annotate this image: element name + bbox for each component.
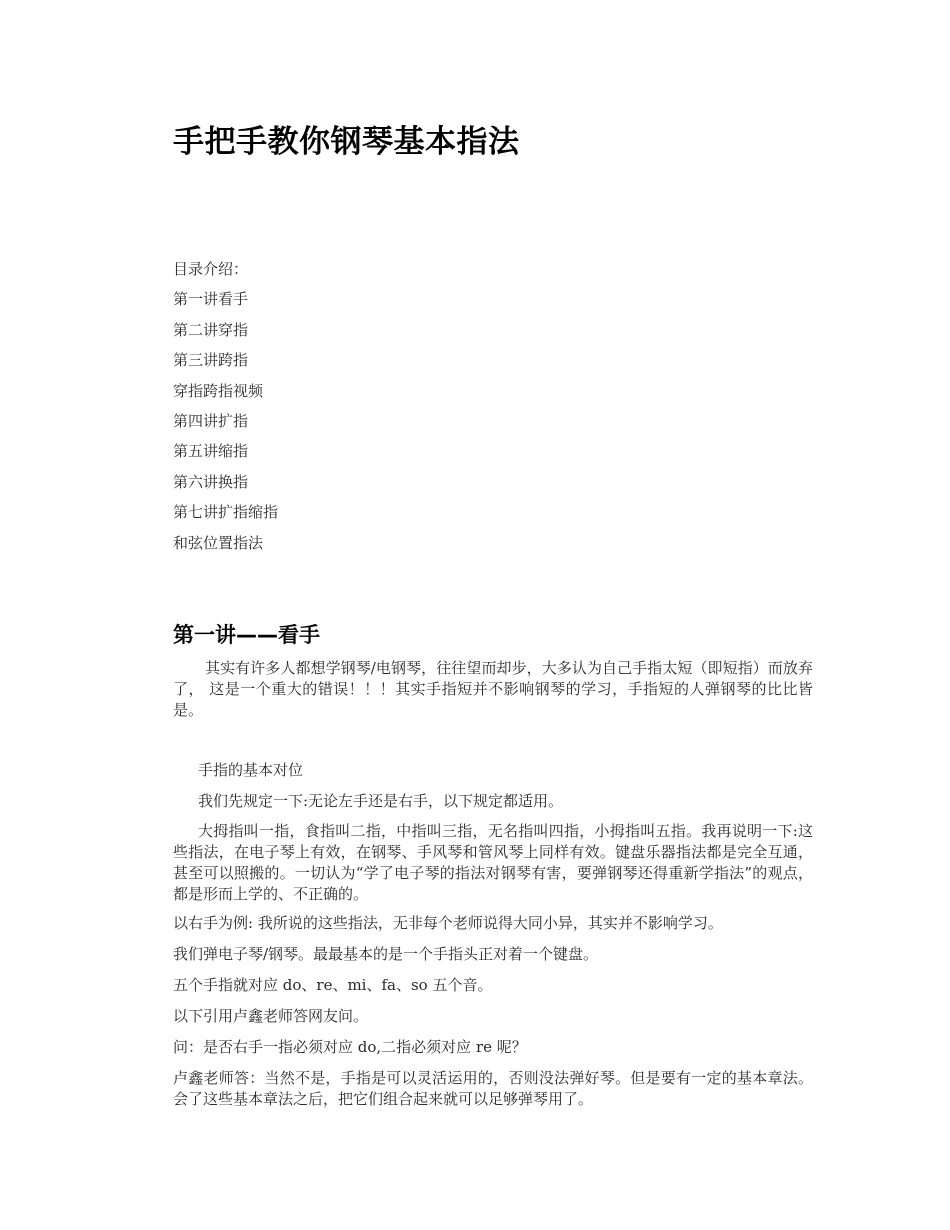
answer-paragraph: 卢鑫老师答：当然不是，手指是可以灵活运用的，否则没法弹好琴。但是要有一定的基本章法。会了这些基本章法之后，把它们组合起来就可以足够弹琴用了。 — [173, 1069, 813, 1108]
toc-item: 第七讲扩指缩指 — [173, 503, 279, 522]
rule-paragraph: 我们先规定一下:无论左手还是右手，以下规定都适用。 — [198, 792, 564, 810]
intro-paragraph: 其实有许多人都想学钢琴/电钢琴，往往望而却步，大多认为自己手指太短（即短指）而放弃了， 这是一个重大的错误！！！其实手指短并不影响钢琴的学习，手指短的人弹钢琴的比比皆是。 — [173, 659, 813, 719]
quote-intro-paragraph: 以下引用卢鑫老师答网友问。 — [173, 1007, 369, 1025]
toc-heading: 目录介绍： — [173, 260, 249, 278]
basic-paragraph: 我们弹电子琴/钢琴。最最基本的是一个手指头正对着一个键盘。 — [173, 945, 599, 963]
toc-item: 穿指跨指视频 — [173, 381, 264, 400]
toc-item: 第三讲跨指 — [173, 351, 249, 370]
toc-item: 和弦位置指法 — [173, 533, 264, 552]
toc-item: 第二讲穿指 — [173, 320, 249, 339]
subheading: 手指的基本对位 — [198, 761, 304, 779]
toc-item: 第六讲换指 — [173, 472, 249, 491]
document-title: 手把手教你钢琴基本指法 — [173, 124, 520, 160]
five-fingers-paragraph: 五个手指就对应 do、re、mi、fa、so 五个音。 — [173, 976, 493, 994]
toc-item: 第四讲扩指 — [173, 411, 249, 430]
fingers-paragraph: 大拇指叫一指，食指叫二指，中指叫三指，无名指叫四指，小拇指叫五指。我再说明一下:这些指法，在电子琴上有效，在钢琴、手风琴和管风琴上同样有效。键盘乐器指法都是完全互通，甚至可以照搬的。一切认为“学了电子琴的指法对钢琴有害，要弹钢琴还得重新学指法”的观点，都是形而上学的、不正确的。 — [173, 822, 813, 903]
section-heading: 第一讲——看手 — [173, 623, 320, 647]
table-of-contents — [173, 257, 278, 561]
example-paragraph: 以右手为例: 我所说的这些指法，无非每个老师说得大同小异，其实并不影响学习。 — [173, 914, 723, 932]
question-paragraph: 问：是否右手一指必须对应 do,二指必须对应 re 呢？ — [173, 1038, 527, 1056]
toc-item: 第五讲缩指 — [173, 442, 249, 461]
toc-item: 第一讲看手 — [173, 290, 249, 309]
